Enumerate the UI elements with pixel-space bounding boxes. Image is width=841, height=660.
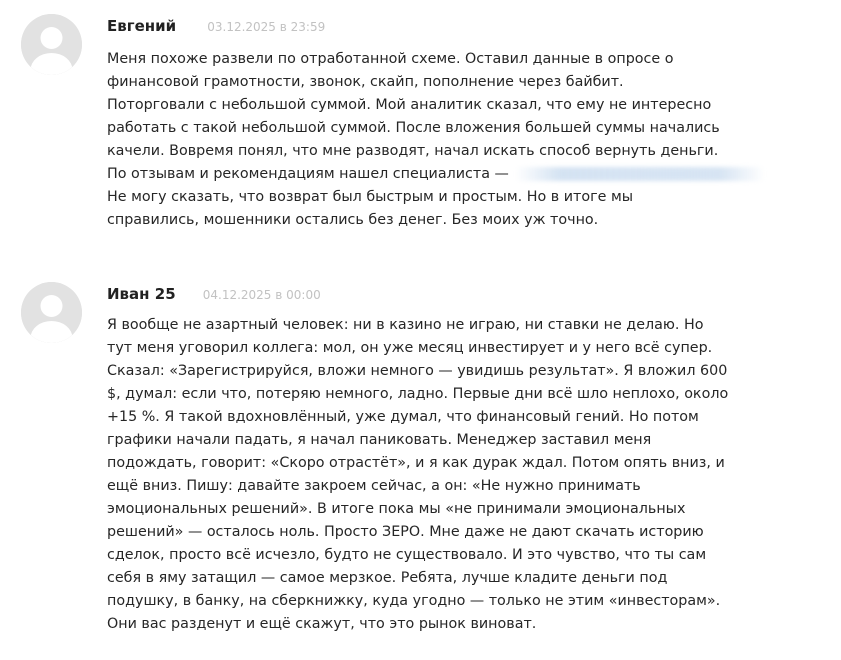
comment-text-line: Сказал: «Зарегистрируйся, вложи немного — увидишь результат». Я вложил 600 — [107, 363, 728, 379]
comment-text-line: Я вообще не азартный человек: ни в казино не играю, ни ставки не делаю. Но — [107, 317, 704, 333]
comment-text-line: Не могу сказать, что возврат был быстрым и простым. Но в итоге мы — [107, 189, 634, 205]
comment-text-line: качели. Вовремя понял, что мне разводят, начал искать способ вернуть деньги. — [107, 143, 719, 159]
comment-date[interactable]: 04.12.2025 в 00:00 — [202, 288, 321, 302]
comment-author: Иван 25 — [107, 285, 176, 303]
comment-meta — [107, 284, 321, 306]
comment-author: Евгений — [107, 17, 177, 35]
comment-date[interactable]: 03.12.2025 в 23:59 — [207, 20, 326, 34]
blurred-redaction — [515, 167, 765, 181]
comment-text-line: эмоциональных решений». В итоге пока мы «не принимали эмоциональных — [107, 501, 686, 517]
comment-text-line: ещё вниз. Пишу: давайте закроем сейчас, а он: «Не нужно принимать — [107, 478, 641, 494]
default-user-avatar-icon — [21, 14, 82, 75]
comment-text-line: подушку, в банку, на сберкнижку, куда угодно — только не этим «инвесторам». — [107, 593, 721, 609]
comment-text-line: справились, мошенники остались без денег. Без моих уж точно. — [107, 212, 599, 228]
comment-text-line: Они вас разденут и ещё скажут, что это рынок виноват. — [107, 616, 537, 632]
comment-text-line: сделок, просто всё исчезло, будто не существовало. И это чувство, что ты сам — [107, 547, 707, 563]
comment-text-line: +15 %. Я такой вдохновлённый, уже думал, что финансовый гений. Но потом — [107, 409, 699, 425]
comment-meta — [107, 16, 325, 38]
comment-text-line-with-redaction — [107, 163, 767, 186]
comment-text-line: работать с такой небольшой суммой. После вложения большей суммы начались — [107, 120, 720, 136]
comment-text-line: тут меня уговорил коллега: мол, он уже месяц инвестирует и у него всё супер. — [107, 340, 713, 356]
comment-text-line: решений» — осталось ноль. Просто ЗЕРО. Мне даже не дают скачать историю — [107, 524, 704, 540]
comment-text-line: Поторговали с небольшой суммой. Мой аналитик сказал, что ему не интересно — [107, 97, 712, 113]
comment-text-line: финансовой грамотности, звонок, скайп, пополнение через байбит. — [107, 74, 624, 90]
comment-text-fragment: По отзывам и рекомендациям нашел специалиста — — [107, 166, 509, 182]
comment-text-line: Меня похоже развели по отработанной схеме. Оставил данные в опросе о — [107, 51, 674, 67]
default-user-avatar-icon — [21, 282, 82, 343]
comment-text-line: $, думал: если что, потеряю немного, ладно. Первые дни всё шло неплохо, около — [107, 386, 729, 402]
comment-text-line: графики начали падать, я начал паниковать. Менеджер заставил меня — [107, 432, 652, 448]
comment-text-line: подождать, говорит: «Скоро отрастёт», и я как дурак ждал. Потом опять вниз, и — [107, 455, 725, 471]
comment-text-line: себя в яму затащил — самое мерзкое. Ребята, лучше кладите деньги под — [107, 570, 668, 586]
comment-text — [107, 48, 767, 232]
comment-text — [107, 314, 747, 636]
